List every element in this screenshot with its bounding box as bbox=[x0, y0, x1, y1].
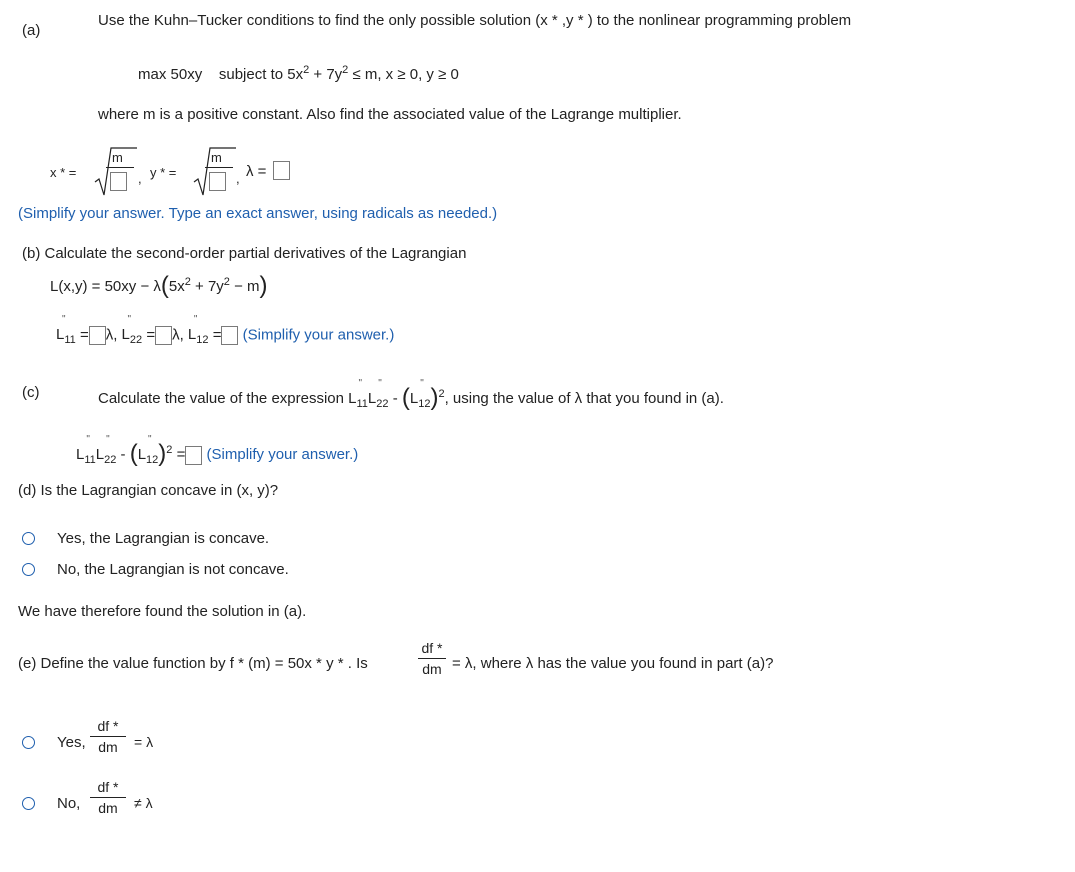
y-fraction-bar bbox=[205, 167, 233, 168]
problem-statement: max 50xy subject to $5x^2 + 7y^2 \le m$, x ≥ 0, y ≥ 0 bbox=[138, 64, 459, 83]
y-star-label: y * = bbox=[150, 165, 177, 180]
where-text: where m is a positive constant. Also find the associated value of the Lagrange multiplier. bbox=[98, 106, 682, 123]
part-c-intro: Calculate the value of the expression L " $_{11}$L " $_{22}$ - (L " $_{12}$)$^2$, using the value of λ that you found in (a). bbox=[98, 378, 724, 411]
part-d-conclusion: We have therefore found the solution in (a). bbox=[18, 603, 307, 620]
L12-input[interactable] bbox=[221, 326, 238, 345]
no-fraction: df * dm bbox=[90, 779, 126, 816]
part-e-question-b: = λ, where λ has the value you found in part (a)? bbox=[452, 655, 774, 672]
part-c-expression: L " $_{11}$L " $_{22}$ - (L " $_{12}$)$^2$ = (Simplify your answer.) bbox=[76, 434, 359, 467]
part-a-intro: Use the Kuhn–Tucker conditions to find the only possible solution (x * ,y * ) to the nonlinear programming problem bbox=[98, 12, 852, 29]
objective: max 50xy bbox=[138, 66, 203, 83]
part-d-question: (d) Is the Lagrangian concave in (x, y)? bbox=[18, 482, 279, 499]
radio-derivative-no[interactable] bbox=[22, 797, 35, 810]
option-concave-no: No, the Lagrangian is not concave. bbox=[57, 561, 289, 578]
L11-input[interactable] bbox=[89, 326, 106, 345]
x-star-denominator-input[interactable] bbox=[110, 172, 127, 191]
option-concave-yes: Yes, the Lagrangian is concave. bbox=[57, 530, 270, 547]
yes-equals-lambda: = λ bbox=[134, 734, 154, 750]
option-no-label: No, bbox=[57, 795, 81, 812]
part-c-hint: (Simplify your answer.) bbox=[206, 446, 359, 463]
part-e-question-a: (e) Define the value function by f * (m) = 50x * y * . Is bbox=[18, 655, 368, 672]
part-a-label: (a) bbox=[22, 22, 41, 39]
part-b-hint: (Simplify your answer.) bbox=[242, 326, 395, 344]
x-star-label: x * = bbox=[50, 165, 77, 180]
part-e-fraction: df * dm bbox=[418, 640, 446, 677]
part-c-input[interactable] bbox=[185, 446, 202, 465]
no-not-equals-lambda: ≠ λ bbox=[134, 795, 153, 811]
y-numerator: m bbox=[211, 150, 222, 165]
x-numerator: m bbox=[112, 150, 123, 165]
x-fraction-bar bbox=[106, 167, 134, 168]
option-yes-label: Yes, bbox=[57, 734, 86, 751]
second-derivatives-row: " $L_{11} = \lambda$, " $L_{22} = \lambda$, " $L_{12}$ = (Simplify your answer.) bbox=[56, 314, 395, 347]
L22-input[interactable] bbox=[155, 326, 172, 345]
radio-concave-yes[interactable] bbox=[22, 532, 35, 545]
part-c-label: (c) bbox=[22, 384, 40, 401]
lambda-input[interactable] bbox=[273, 161, 290, 180]
lagrangian-expression: $L(x,y) = 50xy - \lambda(5x^2 + 7y^2 - m)$ bbox=[50, 272, 268, 299]
yes-fraction: df * dm bbox=[90, 718, 126, 755]
y-star-denominator-input[interactable] bbox=[209, 172, 226, 191]
lambda-label: λ = bbox=[246, 163, 267, 180]
part-a-hint: (Simplify your answer. Type an exact answer, using radicals as needed.) bbox=[18, 205, 498, 222]
part-b-intro: (b) Calculate the second-order partial derivatives of the Lagrangian bbox=[22, 245, 467, 262]
radio-concave-no[interactable] bbox=[22, 563, 35, 576]
radio-derivative-yes[interactable] bbox=[22, 736, 35, 749]
